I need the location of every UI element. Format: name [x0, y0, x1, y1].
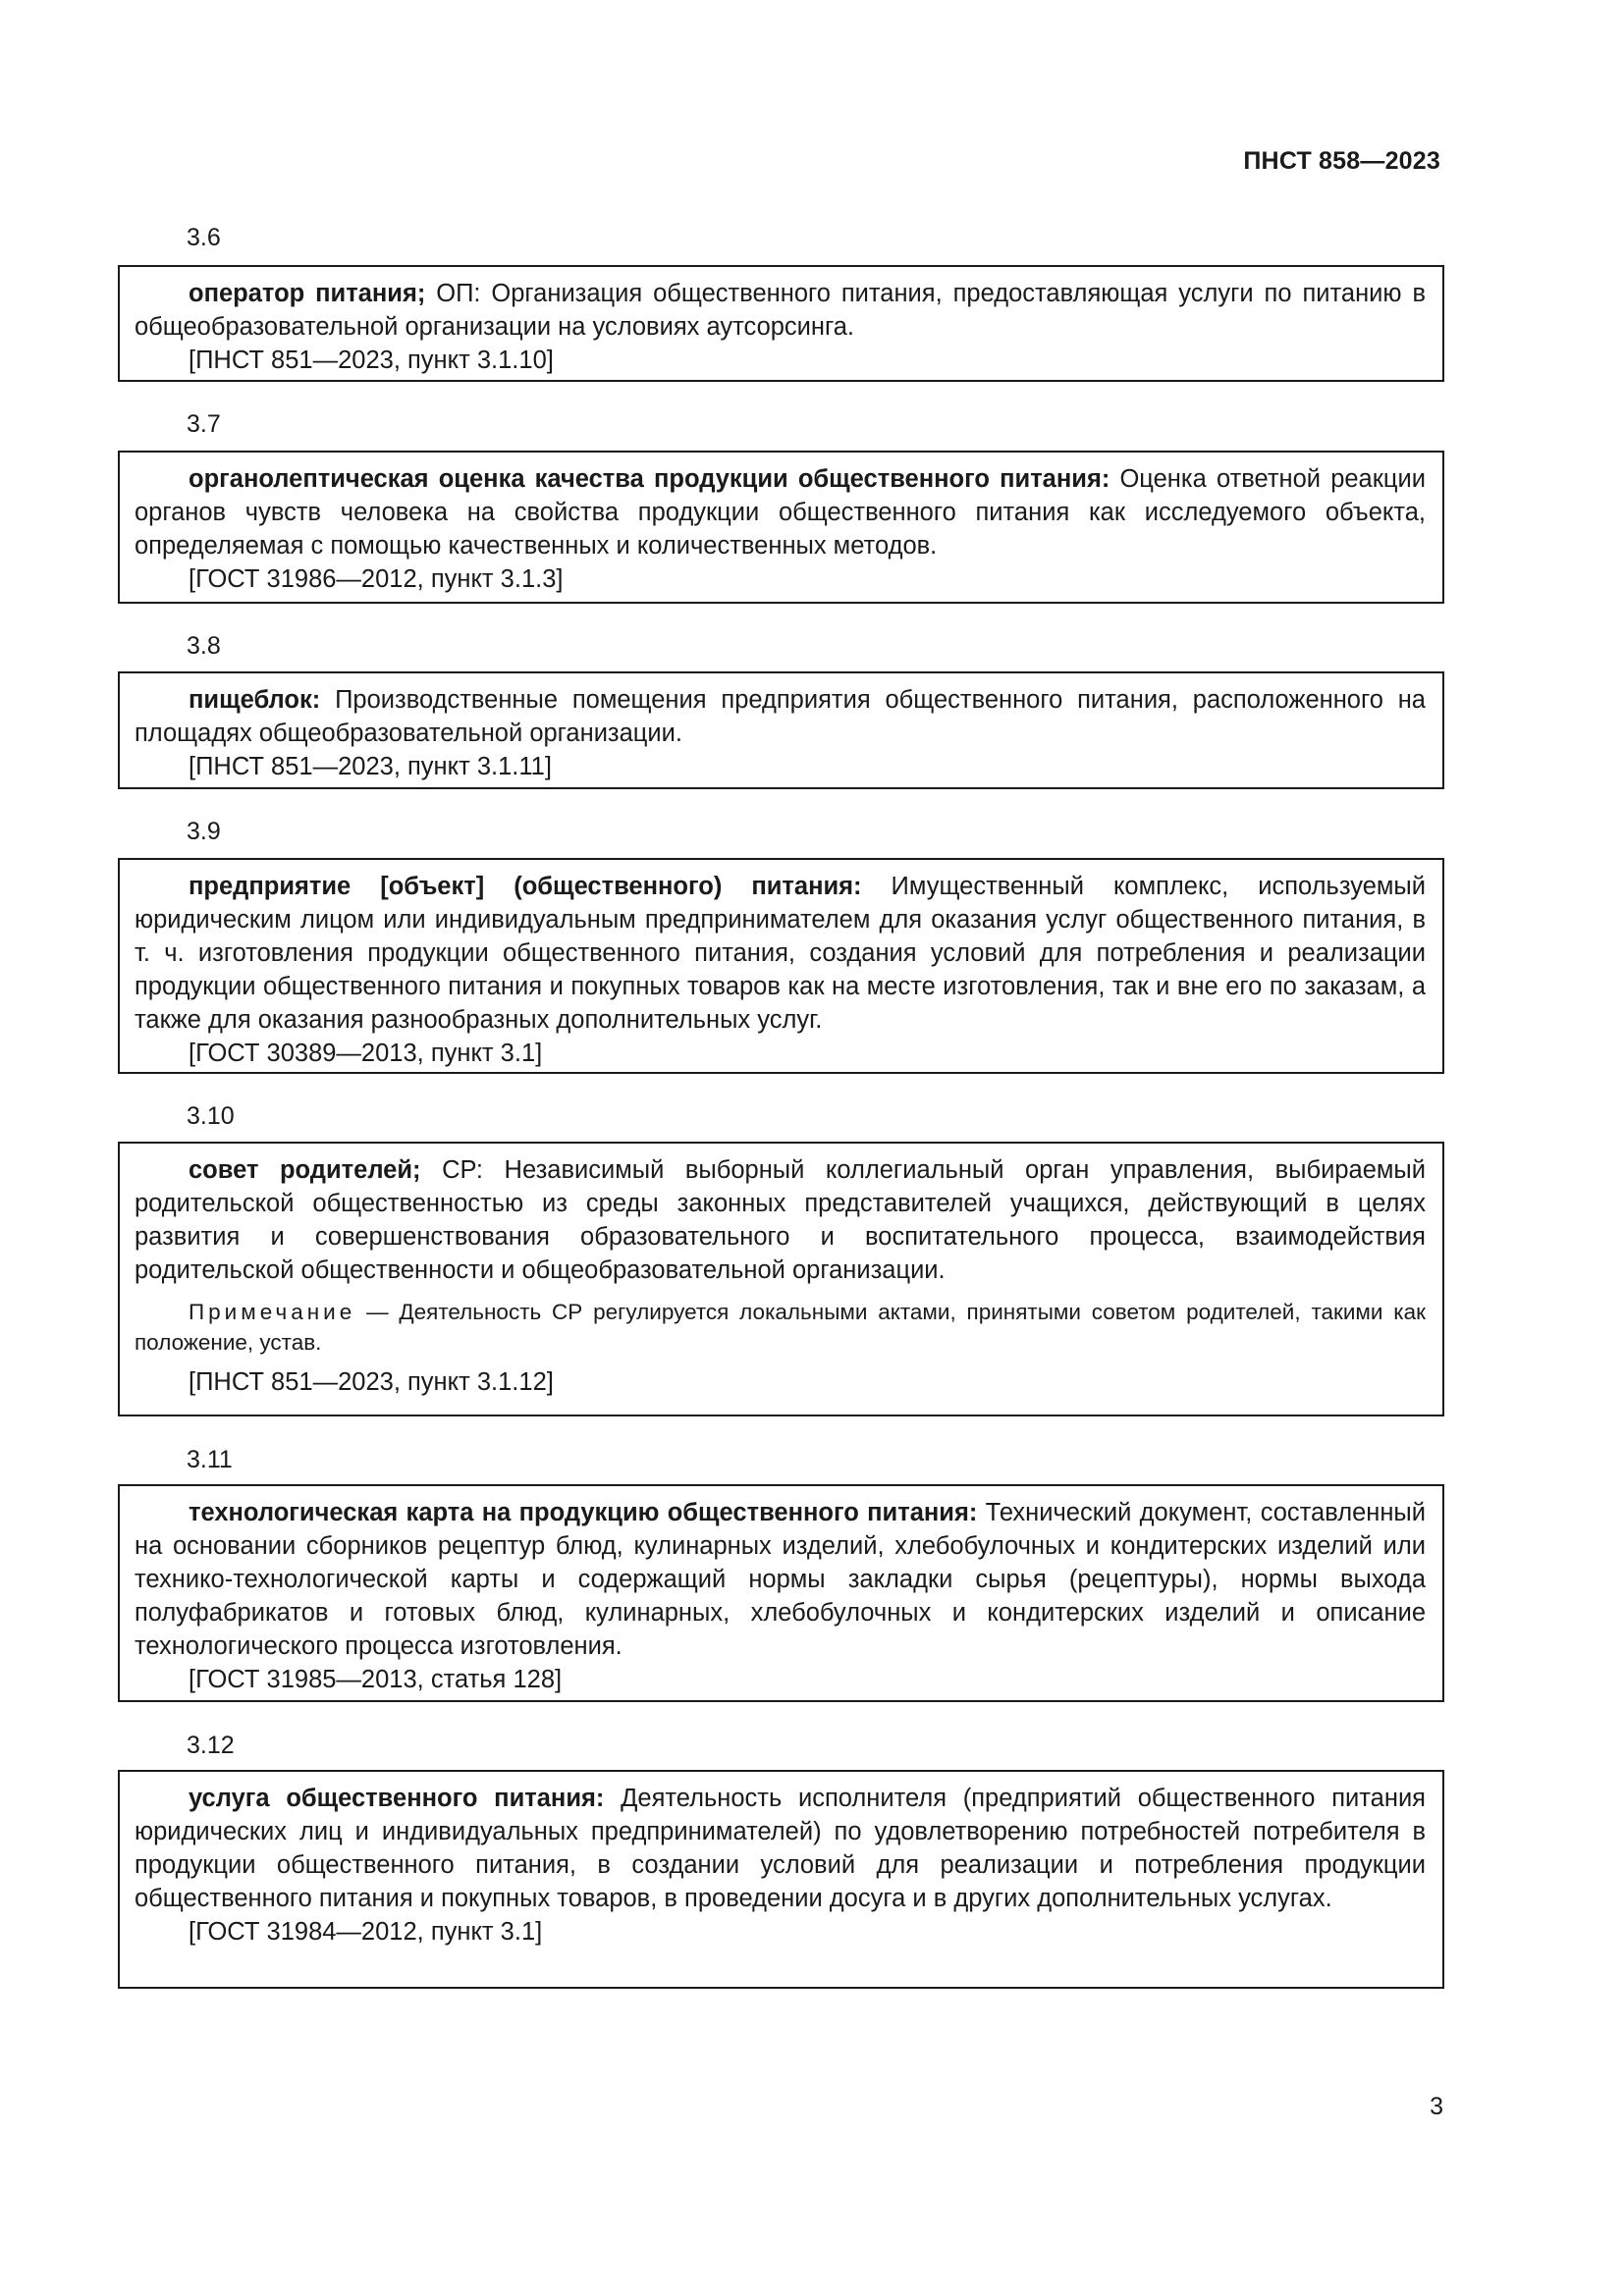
term-note: [135, 1297, 1426, 1358]
term-box: [118, 1142, 1444, 1416]
term-definition: [135, 277, 1426, 344]
term-number: 3.12: [187, 1732, 235, 1759]
term-definition: [135, 462, 1426, 562]
term-name: предприятие [объект] (общественного) питания:: [189, 873, 862, 900]
term-definition: [135, 870, 1426, 1037]
term-number: 3.9: [187, 818, 221, 845]
definition-text: Имущественный комплекс, используемый юридическим лицом или индивидуальным предпринимателем для оказания услуг общественного питания, в т. ч. изготовления продукции общественного питания, создания условий для потребления и реализации продукции общественного питания и покупных товаров как на месте изготовления, так и вне его по заказам, а также для оказания разнообразных дополнительных услуг.: [135, 873, 1426, 1034]
term-source: [ПНСТ 851—2023, пункт 3.1.12]: [189, 1368, 554, 1396]
note-text: — Деятельность СР регулируется локальными актами, принятыми советом родителей, такими как положение, устав.: [135, 1300, 1426, 1355]
term-name: пищеблок:: [189, 686, 321, 714]
term-box: [118, 451, 1444, 604]
term-definition: [135, 1782, 1426, 1915]
definition-text: Деятельность исполнителя (предприятий общественного питания юридических лиц и индивидуальных предпринимателей) по удовлетворению потребностей потребителя в продукции общественного питания, в создании условий для реализации и потребления продукции общественного питания и покупных товаров, в проведении досуга и в других дополнительных услугах.: [135, 1785, 1426, 1912]
definition-text: Оценка ответной реакции органов чувств человека на свойства продукции общественного питания как исследуемого объекта, определяемая с помощью качественных и количественных методов.: [135, 465, 1426, 560]
term-number: 3.11: [187, 1446, 233, 1473]
term-box: [118, 1770, 1444, 1989]
term-source: [ПНСТ 851—2023, пункт 3.1.11]: [189, 753, 552, 780]
note-label: Примечание: [189, 1300, 356, 1324]
term-box: [118, 1484, 1444, 1702]
term-number: 3.10: [187, 1102, 235, 1130]
term-definition: [135, 1153, 1426, 1287]
term-definition: [135, 683, 1426, 750]
term-box: [118, 265, 1444, 382]
term-name: совет родителей;: [189, 1156, 421, 1184]
term-number: 3.7: [187, 410, 221, 438]
term-name: оператор питания;: [189, 280, 426, 307]
document-code: ПНСТ 858—2023: [1243, 147, 1440, 175]
term-source: [ГОСТ 31984—2012, пункт 3.1]: [189, 1918, 543, 1946]
term-number: 3.8: [187, 632, 221, 660]
term-number: 3.6: [187, 224, 221, 251]
term-name: услуга общественного питания:: [189, 1785, 605, 1812]
definition-text: СР: Независимый выборный коллегиальный орган управления, выбираемый родительской общественностью из среды законных представителей учащихся, действующий в целях развития и совершенствования образовательного и воспитательного процесса, взаимодействия родительской общественности и общеобразовательной организации.: [135, 1156, 1426, 1284]
definition-text: ОП: Организация общественного питания, предоставляющая услуги по питанию в общеобразовательной организации на условиях аутсорсинга.: [135, 280, 1426, 341]
term-definition: [135, 1496, 1426, 1663]
definition-text: Технический документ, составленный на основании сборников рецептур блюд, кулинарных изделий, хлебобулочных и кондитерских изделий или технико-технологической карты и содержащий нормы закладки сырья (рецептуры), нормы выхода полуфабрикатов и готовых блюд, кулинарных, хлебобулочных и кондитерских изделий и описание технологического процесса изготовления.: [135, 1499, 1426, 1660]
term-name: органолептическая оценка качества продукции общественного питания:: [189, 465, 1110, 493]
term-name: технологическая карта на продукцию общественного питания:: [189, 1499, 978, 1526]
term-source: [ПНСТ 851—2023, пункт 3.1.10]: [189, 347, 554, 374]
term-source: [ГОСТ 30389—2013, пункт 3.1]: [189, 1040, 543, 1067]
term-box: [118, 858, 1444, 1074]
term-source: [ГОСТ 31986—2012, пункт 3.1.3]: [189, 565, 564, 593]
page-number: 3: [1430, 2093, 1443, 2120]
definition-text: Производственные помещения предприятия общественного питания, расположенного на площадях общеобразовательной организации.: [135, 686, 1426, 747]
term-source: [ГОСТ 31985—2013, статья 128]: [189, 1666, 563, 1693]
term-box: [118, 671, 1444, 789]
